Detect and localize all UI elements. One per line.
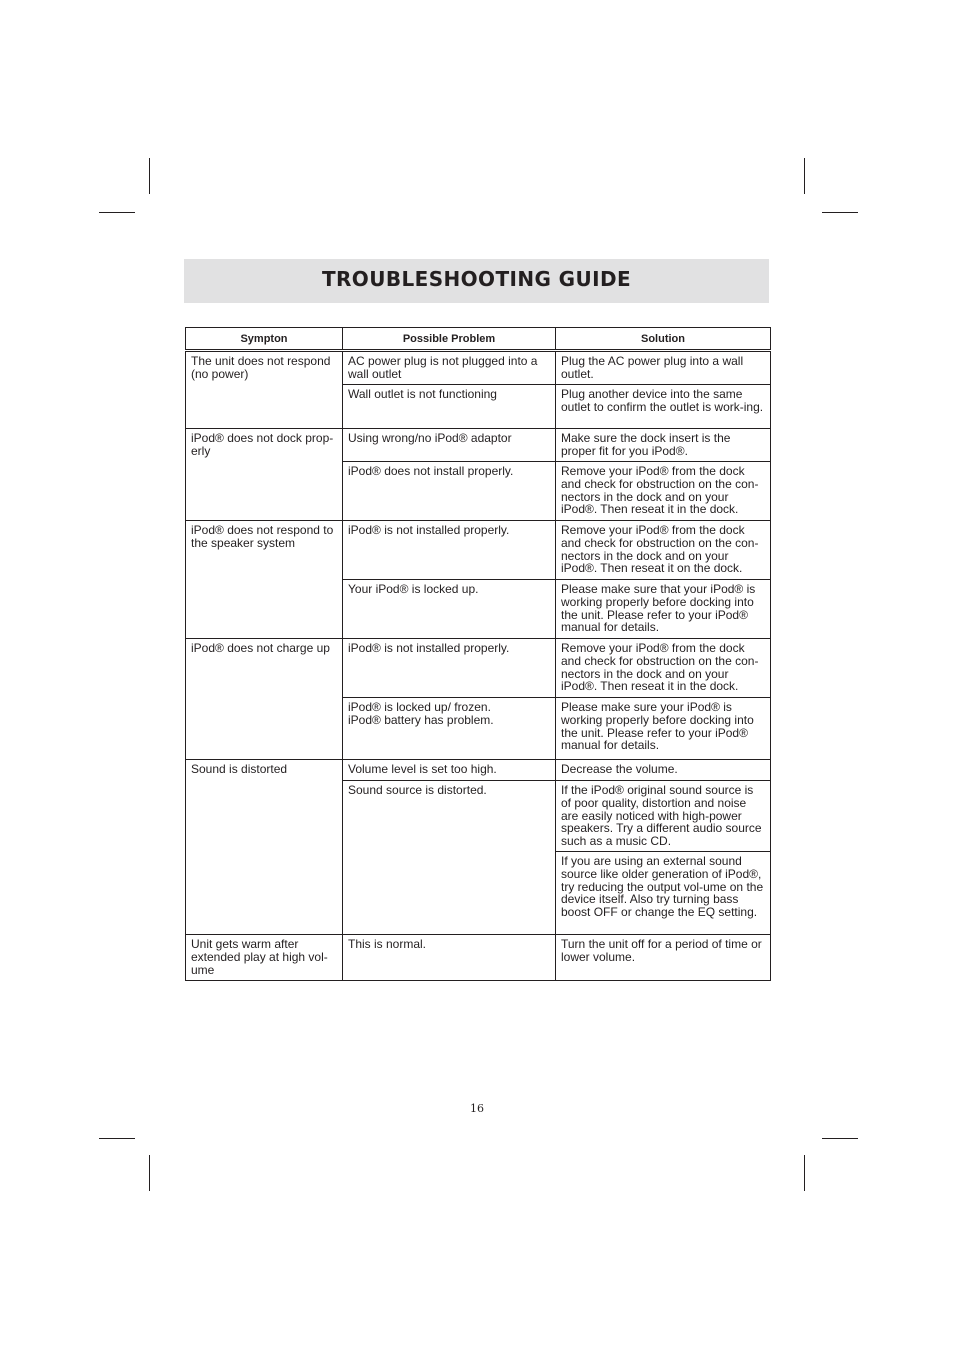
- solution-cell: Turn the unit off for a period of time or lower volume.: [556, 935, 771, 981]
- crop-mark-bottom-left-horizontal: [99, 1138, 135, 1139]
- solution-cell: If the iPod® original sound source is of poor quality, distortion and noise are easily noticed with high-power speakers. Try a different audio source such as a music CD.: [556, 781, 771, 852]
- symptom-cell: iPod® does not dock prop-erly: [186, 429, 343, 521]
- solution-cell: Plug another device into the same outlet to confirm the outlet is work-ing.: [556, 385, 771, 429]
- crop-mark-top-right-horizontal: [822, 212, 858, 213]
- symptom-cell: iPod® does not charge up: [186, 639, 343, 760]
- problem-cell: This is normal.: [343, 935, 556, 981]
- solution-cell: Make sure the dock insert is the proper fit for you iPod®.: [556, 429, 771, 462]
- title-band: [184, 259, 769, 303]
- symptom-cell: The unit does not respond (no power): [186, 351, 343, 429]
- crop-mark-bottom-left-vertical: [149, 1155, 150, 1191]
- problem-cell: Your iPod® is locked up.: [343, 580, 556, 639]
- solution-cell: Remove your iPod® from the dock and check for obstruction on the con-nectors in the dock and on your iPod®. Then reseat it in the dock.: [556, 462, 771, 521]
- problem-cell: AC power plug is not plugged into a wall outlet: [343, 351, 556, 385]
- crop-mark-bottom-right-vertical: [804, 1155, 805, 1191]
- solution-cell: Decrease the volume.: [556, 760, 771, 781]
- crop-mark-top-left-horizontal: [99, 212, 135, 213]
- table-row: [186, 351, 771, 385]
- table-row: [186, 935, 771, 981]
- header-symptom: Sympton: [186, 328, 343, 351]
- table-header-row: [186, 328, 771, 351]
- solution-cell: Remove your iPod® from the dock and check for obstruction on the con-nectors in the dock and on your iPod®. Then reseat it in the dock.: [556, 639, 771, 698]
- solution-cell: Plug the AC power plug into a wall outlet.: [556, 351, 771, 385]
- solution-cell: Please make sure your iPod® is working properly before docking into the unit. Please refer to your iPod® manual for details.: [556, 698, 771, 760]
- symptom-cell: iPod® does not respond to the speaker system: [186, 521, 343, 639]
- solution-cell: Remove your iPod® from the dock and check for obstruction on the con-nectors in the dock and on your iPod®. Then reseat it on the dock.: [556, 521, 771, 580]
- symptom-cell: Sound is distorted: [186, 760, 343, 935]
- solution-cell: Please make sure that your iPod® is working properly before docking into the unit. Please refer to your iPod® manual for details.: [556, 580, 771, 639]
- problem-cell: Sound source is distorted.: [343, 781, 556, 935]
- problem-cell: iPod® does not install properly.: [343, 462, 556, 521]
- header-possible-problem: Possible Problem: [343, 328, 556, 351]
- problem-cell: Volume level is set too high.: [343, 760, 556, 781]
- page-title: TROUBLESHOOTING GUIDE: [321, 267, 632, 291]
- table-row: [186, 639, 771, 698]
- troubleshooting-table: [185, 327, 771, 981]
- solution-cell: If you are using an external sound source like older generation of iPod®, try reducing the output vol-ume on the device itself. Also try turning bass boost OFF or change the EQ setting.: [556, 852, 771, 935]
- table-row: [186, 521, 771, 580]
- crop-mark-bottom-right-horizontal: [822, 1138, 858, 1139]
- crop-mark-top-right-vertical: [804, 158, 805, 194]
- table-row: [186, 429, 771, 462]
- table-row: [186, 760, 771, 781]
- problem-cell: iPod® is not installed properly.: [343, 521, 556, 580]
- header-solution: Solution: [556, 328, 771, 351]
- problem-cell: iPod® is locked up/ frozen. iPod® battery has problem.: [343, 698, 556, 760]
- symptom-cell: Unit gets warm after extended play at high vol-ume: [186, 935, 343, 981]
- problem-cell: Using wrong/no iPod® adaptor: [343, 429, 556, 462]
- problem-cell: iPod® is not installed properly.: [343, 639, 556, 698]
- page-number: 16: [470, 1102, 484, 1115]
- crop-mark-top-left-vertical: [149, 158, 150, 194]
- problem-cell: Wall outlet is not functioning: [343, 385, 556, 429]
